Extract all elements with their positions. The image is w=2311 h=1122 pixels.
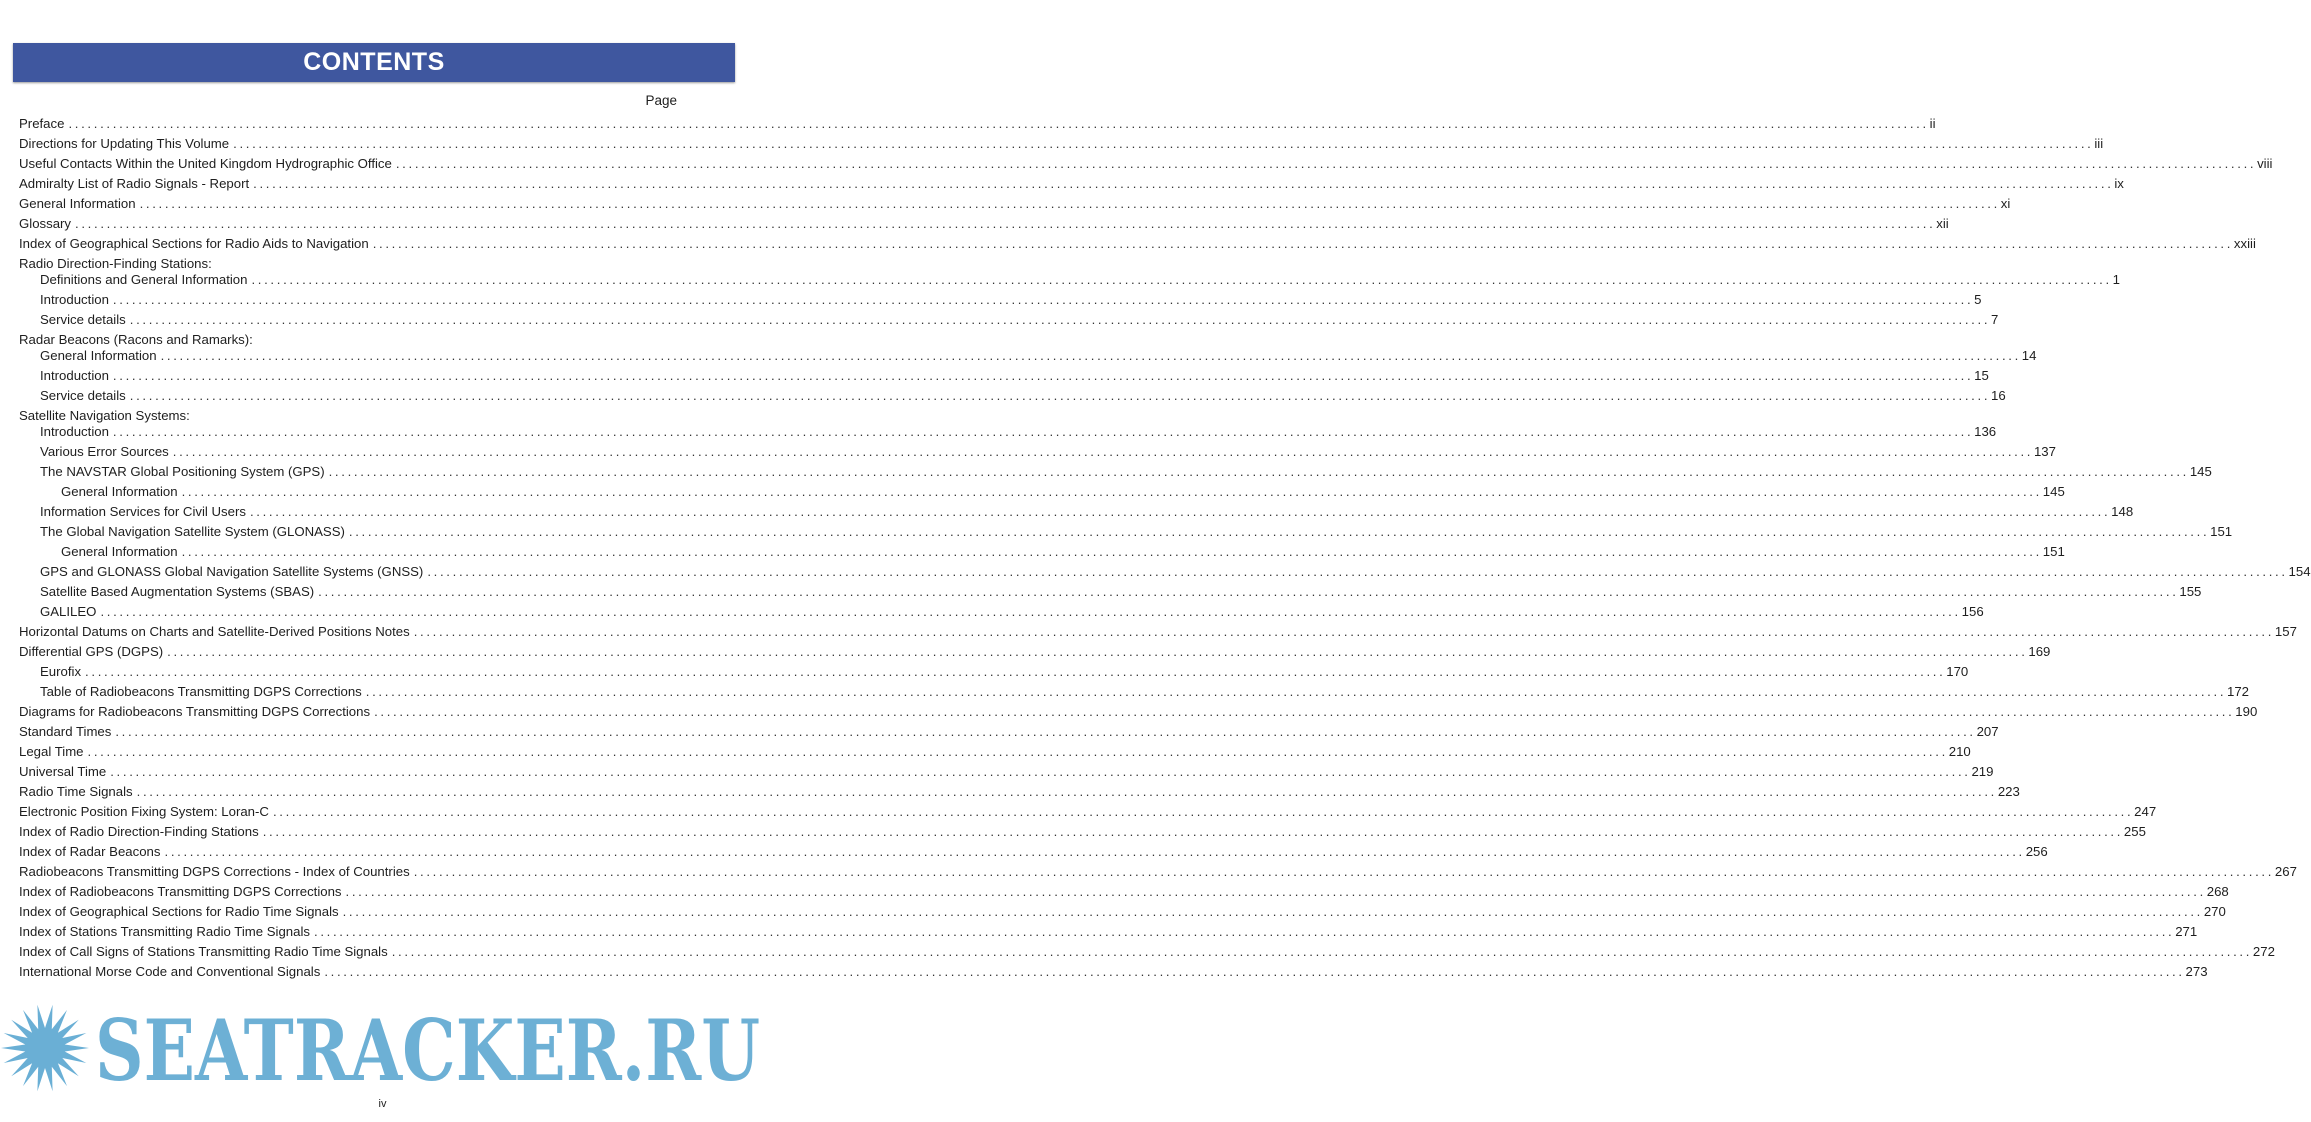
toc-entry[interactable]: [19, 272, 2121, 288]
page-title: CONTENTS: [303, 48, 445, 76]
toc-entry-title: Admiralty List of Radio Signals - Report: [19, 176, 250, 191]
toc-entry-title: The Global Navigation Satellite System (GLONASS): [40, 524, 345, 539]
toc-entry-title: General Information: [61, 484, 178, 499]
toc-entry-page: 255: [2123, 824, 2146, 839]
toc-entry-page: 267: [2274, 864, 2297, 879]
toc-entry-title: Index of Radiobeacons Transmitting DGPS Corrections: [19, 884, 342, 899]
dot-leader: [173, 444, 2030, 460]
dot-leader: [250, 504, 2107, 520]
toc-entry-title: Index of Radio Direction-Finding Stations: [19, 824, 259, 839]
toc-entry[interactable]: [19, 724, 1999, 740]
dot-leader: [130, 312, 1987, 328]
toc-entry-title: Radio Time Signals: [19, 784, 133, 799]
toc-entry-page: ii: [1929, 116, 1936, 131]
toc-entry-title: Service details: [40, 388, 126, 403]
dot-leader: [137, 784, 1994, 800]
watermark: [0, 1001, 765, 1100]
table-of-contents: [19, 112, 2311, 980]
toc-entry-title: Definitions and General Information: [40, 272, 248, 287]
toc-entry-page: xi: [2000, 196, 2011, 211]
toc-entry[interactable]: [19, 424, 1997, 440]
dot-leader: [349, 524, 2206, 540]
toc-entry[interactable]: [19, 684, 2250, 700]
toc-entry[interactable]: [19, 944, 2275, 960]
toc-entry-page: 268: [2206, 884, 2229, 899]
toc-entry-title: Glossary: [19, 216, 72, 231]
dot-leader: [233, 136, 2090, 152]
toc-entry-title: Introduction: [40, 424, 109, 439]
dot-leader: [263, 824, 2120, 840]
toc-entry[interactable]: [19, 444, 2056, 460]
dot-leader: [396, 156, 2253, 172]
toc-entry-page: 155: [2179, 584, 2202, 599]
dot-leader: [100, 604, 1957, 620]
dot-leader: [110, 764, 1967, 780]
dot-leader: [251, 272, 2108, 288]
toc-entry[interactable]: [19, 504, 2134, 520]
toc-entry-page: 15: [1974, 368, 1989, 383]
toc-entry[interactable]: [19, 644, 2051, 660]
toc-entry-page: 247: [2134, 804, 2157, 819]
dot-leader: [318, 584, 2175, 600]
page-number: iv: [378, 1098, 387, 1110]
toc-entry-page: viii: [2257, 156, 2273, 171]
toc-entry-title: Satellite Based Augmentation Systems (SBAS): [40, 584, 315, 599]
toc-entry[interactable]: [19, 664, 1969, 680]
dot-leader: [414, 864, 2271, 880]
dot-leader: [113, 292, 1970, 308]
toc-entry[interactable]: [19, 924, 2198, 940]
toc-entry-title: General Information: [61, 544, 178, 559]
dot-leader: [182, 484, 2039, 500]
toc-entry[interactable]: [19, 844, 2048, 860]
toc-entry[interactable]: [19, 884, 2229, 900]
toc-entry[interactable]: [19, 216, 1949, 232]
toc-entry[interactable]: [19, 176, 2124, 192]
toc-entry-title: Information Services for Civil Users: [40, 504, 246, 519]
dot-leader: [115, 724, 1972, 740]
toc-entry-page: 148: [2111, 504, 2134, 519]
toc-entry-page: 156: [1961, 604, 1984, 619]
toc-section-heading: Radio Direction-Finding Stations:: [19, 256, 212, 271]
toc-entry[interactable]: [19, 584, 2202, 600]
toc-entry[interactable]: [19, 348, 2037, 364]
dot-leader: [343, 904, 2200, 920]
dot-leader: [161, 348, 2018, 364]
toc-entry-page: 5: [1974, 292, 1982, 307]
toc-entry-title: Various Error Sources: [40, 444, 169, 459]
toc-entry: [19, 408, 677, 424]
dot-leader: [167, 644, 2024, 660]
toc-entry[interactable]: [19, 864, 2297, 880]
toc-entry-title: Universal Time: [19, 764, 107, 779]
toc-entry-page: 169: [2028, 644, 2051, 659]
dot-leader: [329, 464, 2186, 480]
toc-section-heading: Radar Beacons (Racons and Ramarks):: [19, 332, 253, 347]
toc-entry[interactable]: [19, 604, 1984, 620]
dot-leader: [374, 704, 2231, 720]
toc-entry-title: Eurofix: [40, 664, 82, 679]
toc-entry-page: iii: [2094, 136, 2104, 151]
toc-entry-title: Introduction: [40, 292, 109, 307]
toc-entry[interactable]: [19, 236, 2256, 252]
dot-leader: [88, 744, 1945, 760]
toc-entry-page: 271: [2175, 924, 2198, 939]
toc-entry-page: 219: [1971, 764, 1994, 779]
starburst-shape: [1, 1005, 89, 1092]
toc-entry-page: 145: [2042, 484, 2065, 499]
toc-entry[interactable]: [19, 464, 2212, 480]
toc-entry: [19, 256, 677, 272]
dot-leader: [414, 624, 2271, 640]
toc-entry: [19, 332, 677, 348]
toc-entry-page: 7: [1990, 312, 1999, 327]
toc-entry-title: Index of Radar Beacons: [19, 844, 161, 859]
toc-entry-page: 151: [2042, 544, 2065, 559]
toc-entry[interactable]: [19, 156, 2273, 172]
toc-entry-title: Index of Stations Transmitting Radio Time Signals: [19, 924, 310, 939]
toc-entry[interactable]: [19, 136, 2104, 152]
toc-entry-title: Differential GPS (DGPS): [19, 644, 164, 659]
dot-leader: [113, 424, 1970, 440]
dot-leader: [85, 664, 1942, 680]
dot-leader: [182, 544, 2039, 560]
toc-entry[interactable]: [19, 784, 2020, 800]
dot-leader: [130, 388, 1987, 404]
toc-entry-page: ix: [2114, 176, 2124, 191]
toc-entry-page: 207: [1976, 724, 1999, 739]
toc-entry-page: 154: [2288, 564, 2311, 579]
toc-entry-title: Introduction: [40, 368, 109, 383]
toc-entry-title: General Information: [40, 348, 157, 363]
toc-entry-page: xii: [1936, 216, 1949, 231]
toc-entry-page: 256: [2025, 844, 2048, 859]
dot-leader: [68, 116, 1925, 132]
dot-leader: [273, 804, 2130, 820]
toc-entry[interactable]: [19, 292, 1982, 308]
toc-entry[interactable]: [19, 312, 1999, 328]
toc-entry[interactable]: [19, 624, 2297, 640]
toc-entry-title: Radiobeacons Transmitting DGPS Corrections - Index of Countries: [19, 864, 410, 879]
dot-leader: [392, 944, 2249, 960]
toc-entry-page: 151: [2210, 524, 2233, 539]
toc-entry[interactable]: [19, 196, 2011, 212]
toc-entry-title: Standard Times: [19, 724, 112, 739]
toc-entry[interactable]: [19, 704, 2258, 720]
dot-leader: [75, 216, 1932, 232]
toc-entry-title: International Morse Code and Conventional Signals: [19, 964, 321, 979]
toc-entry-page: 157: [2274, 624, 2297, 639]
toc-entry-page: 273: [2185, 964, 2208, 979]
toc-entry-page: 172: [2227, 684, 2250, 699]
toc-entry-page: 190: [2235, 704, 2258, 719]
toc-entry-page: xxiii: [2233, 236, 2256, 251]
toc-entry[interactable]: [19, 484, 2065, 500]
toc-entry[interactable]: [19, 368, 1989, 384]
toc-entry-page: 137: [2033, 444, 2056, 459]
toc-entry[interactable]: [19, 388, 2006, 404]
dot-leader: [253, 176, 2110, 192]
toc-entry-page: 270: [2203, 904, 2226, 919]
toc-entry-page: 16: [1990, 388, 2006, 403]
toc-entry-page: 272: [2252, 944, 2275, 959]
toc-entry-page: 210: [1948, 744, 1971, 759]
watermark-text: SEATRACKER.RU: [95, 1001, 760, 1100]
dot-leader: [314, 924, 2171, 940]
toc-entry-page: 1: [2112, 272, 2121, 287]
toc-entry[interactable]: [19, 744, 1971, 760]
dot-leader: [324, 964, 2181, 980]
toc-entry-title: GALILEO: [40, 604, 97, 619]
toc-entry-title: Electronic Position Fixing System: Loran-C: [19, 804, 269, 819]
toc-entry[interactable]: [19, 564, 2311, 580]
contents-banner: [13, 43, 735, 82]
dot-leader: [366, 684, 2223, 700]
dot-leader: [346, 884, 2203, 900]
toc-entry[interactable]: [19, 824, 2146, 840]
toc-entry-page: 170: [1946, 664, 1969, 679]
toc-entry-title: Useful Contacts Within the United Kingdom Hydrographic Office: [19, 156, 392, 171]
toc-entry[interactable]: [19, 116, 1936, 132]
toc-entry-page: 223: [1997, 784, 2020, 799]
toc-entry-title: GPS and GLONASS Global Navigation Satellite Systems (GNSS): [40, 564, 424, 579]
toc-entry-title: General Information: [19, 196, 136, 211]
toc-entry-title: Legal Time: [19, 744, 84, 759]
toc-entry-title: Directions for Updating This Volume: [19, 136, 230, 151]
toc-entry-title: The NAVSTAR Global Positioning System (GPS): [40, 464, 325, 479]
dot-leader: [373, 236, 2230, 252]
dot-leader: [427, 564, 2284, 580]
toc-entry[interactable]: [19, 804, 2157, 820]
toc-entry[interactable]: [19, 544, 2065, 560]
toc-entry[interactable]: [19, 964, 2208, 980]
toc-entry-page: 136: [1974, 424, 1997, 439]
toc-entry[interactable]: [19, 764, 1994, 780]
toc-entry-title: Horizontal Datums on Charts and Satellite-Derived Positions Notes: [19, 624, 410, 639]
toc-entry-page: 145: [2189, 464, 2212, 479]
dot-leader: [165, 844, 2022, 860]
dot-leader: [113, 368, 1970, 384]
toc-entry-title: Preface: [19, 116, 65, 131]
toc-entry-title: Service details: [40, 312, 126, 327]
toc-entry[interactable]: [19, 904, 2226, 920]
toc-entry-title: Index of Geographical Sections for Radio Time Signals: [19, 904, 339, 919]
dot-leader: [140, 196, 1997, 212]
toc-section-heading: Satellite Navigation Systems:: [19, 408, 190, 423]
toc-entry-title: Diagrams for Radiobeacons Transmitting DGPS Corrections: [19, 704, 371, 719]
page-column-label: Page: [645, 93, 677, 108]
toc-entry-title: Index of Call Signs of Stations Transmitting Radio Time Signals: [19, 944, 388, 959]
toc-entry[interactable]: [19, 524, 2233, 540]
toc-entry-title: Index of Geographical Sections for Radio Aids to Navigation: [19, 236, 369, 251]
starburst-icon: [1, 1005, 89, 1092]
toc-entry-page: 14: [2021, 348, 2037, 363]
toc-entry-title: Table of Radiobeacons Transmitting DGPS Corrections: [40, 684, 362, 699]
